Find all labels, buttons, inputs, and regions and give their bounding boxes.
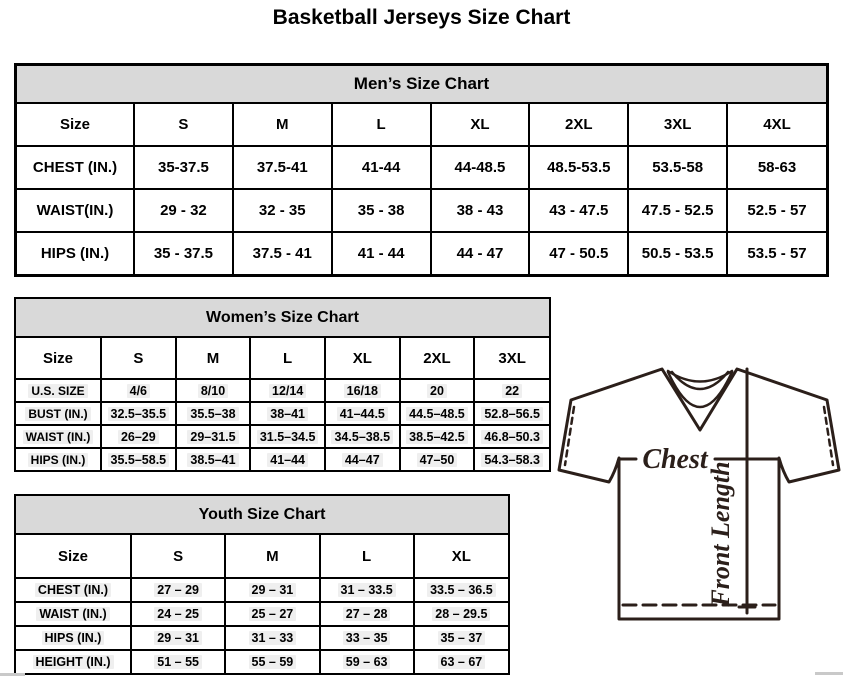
size-value-cell: 41 - 44 [332, 232, 431, 274]
highlighted-value: 31 – 33 [249, 631, 297, 645]
highlighted-value: HIPS (IN.) [28, 453, 89, 467]
size-value-cell [176, 448, 251, 470]
highlighted-value: 26–29 [118, 430, 159, 444]
size-column-header: S [134, 104, 233, 146]
highlighted-value: HIPS (IN.) [42, 631, 105, 645]
highlighted-value: HEIGHT (IN.) [33, 655, 114, 669]
highlighted-value: U.S. SIZE [28, 384, 87, 398]
size-value-cell [474, 425, 549, 448]
youth-size-chart [14, 494, 510, 675]
size-column-header: 3XL [474, 338, 549, 379]
size-value-cell [414, 650, 508, 673]
youth-chart-title: Youth Size Chart [16, 496, 508, 535]
highlighted-value: 41–44 [267, 453, 308, 467]
size-column-header: 2XL [529, 104, 628, 146]
highlighted-value: 51 – 55 [154, 655, 202, 669]
size-value-cell [176, 402, 251, 425]
size-value-cell: 29 - 32 [134, 189, 233, 232]
size-value-cell [320, 602, 414, 626]
mens-size-chart [14, 63, 829, 277]
size-value-cell: 47.5 - 52.5 [628, 189, 727, 232]
size-value-cell [320, 626, 414, 650]
measurement-row [16, 402, 549, 425]
front-length-label: Front Length [706, 461, 735, 607]
highlighted-value: BUST (IN.) [25, 407, 90, 421]
mens-header-row [17, 104, 826, 146]
highlighted-value: 35.5–58.5 [108, 453, 170, 467]
size-value-cell: 35 - 38 [332, 189, 431, 232]
highlighted-value: 44.5–48.5 [406, 407, 468, 421]
womens-size-chart [14, 297, 551, 472]
size-value-cell: 44 - 47 [431, 232, 530, 274]
highlighted-value: 44–47 [342, 453, 383, 467]
highlighted-value: 28 – 29.5 [432, 607, 490, 621]
highlighted-value: 20 [427, 384, 447, 398]
scrollbar-fragment-right [815, 672, 843, 675]
size-value-cell [250, 448, 325, 470]
size-value-cell [225, 578, 319, 602]
size-value-cell [250, 425, 325, 448]
size-value-cell [176, 425, 251, 448]
size-value-cell [131, 650, 225, 673]
size-column-header: M [233, 104, 332, 146]
size-value-cell: 44-48.5 [431, 146, 530, 189]
highlighted-value: CHEST (IN.) [35, 583, 111, 597]
row-label [16, 626, 131, 650]
size-value-cell [474, 402, 549, 425]
size-value-cell: 38 - 43 [431, 189, 530, 232]
size-value-cell: 32 - 35 [233, 189, 332, 232]
highlighted-value: 27 – 28 [343, 607, 391, 621]
measurement-row [16, 425, 549, 448]
highlighted-value: 38.5–41 [187, 453, 238, 467]
highlighted-value: WAIST (IN.) [36, 607, 109, 621]
highlighted-value: 22 [502, 384, 522, 398]
size-value-cell [320, 650, 414, 673]
highlighted-value: 59 – 63 [343, 655, 391, 669]
highlighted-value: 31.5–34.5 [257, 430, 319, 444]
chest-label: Chest [642, 444, 708, 475]
size-corner-header: Size [16, 535, 131, 578]
size-corner-header: Size [17, 104, 134, 146]
highlighted-value: 52.8–56.5 [481, 407, 543, 421]
size-value-cell [131, 578, 225, 602]
size-value-cell [400, 425, 475, 448]
size-value-cell: 37.5-41 [233, 146, 332, 189]
highlighted-value: 34.5–38.5 [331, 430, 393, 444]
measurement-row [17, 189, 826, 232]
womens-header-row [16, 338, 549, 379]
size-value-cell: 37.5 - 41 [233, 232, 332, 274]
size-value-cell [101, 402, 176, 425]
size-value-cell [131, 626, 225, 650]
highlighted-value: 55 – 59 [249, 655, 297, 669]
size-value-cell: 48.5-53.5 [529, 146, 628, 189]
size-column-header: M [176, 338, 251, 379]
mens-size-table [17, 104, 826, 274]
highlighted-value: 31 – 33.5 [338, 583, 396, 597]
size-value-cell [101, 448, 176, 470]
size-value-cell [400, 379, 475, 402]
womens-size-table [16, 338, 549, 470]
size-value-cell [325, 448, 400, 470]
size-value-cell [325, 379, 400, 402]
jersey-collar-back-arc-1 [668, 371, 732, 382]
measurement-row [16, 602, 508, 626]
row-label [16, 602, 131, 626]
highlighted-value: WAIST (IN.) [23, 430, 94, 444]
size-value-cell: 35-37.5 [134, 146, 233, 189]
jersey-measurement-diagram [557, 362, 842, 628]
size-value-cell: 53.5 - 57 [727, 232, 826, 274]
highlighted-value: 8/10 [198, 384, 228, 398]
row-label [16, 379, 101, 402]
highlighted-value: 54.3–58.3 [481, 453, 543, 467]
size-value-cell [225, 626, 319, 650]
measurement-row [16, 379, 549, 402]
highlighted-value: 29 – 31 [249, 583, 297, 597]
size-column-header: L [250, 338, 325, 379]
youth-size-table [16, 535, 508, 673]
highlighted-value: 35 – 37 [438, 631, 486, 645]
size-column-header: L [332, 104, 431, 146]
size-value-cell: 43 - 47.5 [529, 189, 628, 232]
size-column-header: S [101, 338, 176, 379]
highlighted-value: 32.5–35.5 [108, 407, 170, 421]
size-value-cell [225, 650, 319, 673]
youth-header-row [16, 535, 508, 578]
size-value-cell [325, 402, 400, 425]
size-column-header: 2XL [400, 338, 475, 379]
highlighted-value: 41–44.5 [337, 407, 388, 421]
size-value-cell [131, 602, 225, 626]
size-value-cell [414, 578, 508, 602]
size-column-header: XL [325, 338, 400, 379]
size-value-cell [400, 448, 475, 470]
measurement-row [16, 448, 549, 470]
highlighted-value: 12/14 [269, 384, 306, 398]
size-value-cell [400, 402, 475, 425]
size-value-cell: 50.5 - 53.5 [628, 232, 727, 274]
highlighted-value: 38–41 [267, 407, 308, 421]
highlighted-value: 35.5–38 [187, 407, 238, 421]
size-value-cell [320, 578, 414, 602]
measurement-row [16, 650, 508, 673]
size-value-cell [474, 379, 549, 402]
size-value-cell: 41-44 [332, 146, 431, 189]
size-value-cell: 35 - 37.5 [134, 232, 233, 274]
size-value-cell: 53.5-58 [628, 146, 727, 189]
highlighted-value: 27 – 29 [154, 583, 202, 597]
highlighted-value: 33 – 35 [343, 631, 391, 645]
row-label [16, 448, 101, 470]
row-label: WAIST(IN.) [17, 189, 134, 232]
size-column-header: L [320, 535, 414, 578]
size-value-cell [250, 379, 325, 402]
highlighted-value: 4/6 [127, 384, 150, 398]
size-column-header: S [131, 535, 225, 578]
page-title: Basketball Jerseys Size Chart [272, 6, 571, 29]
highlighted-value: 29 – 31 [154, 631, 202, 645]
size-column-header: 4XL [727, 104, 826, 146]
size-column-header: XL [414, 535, 508, 578]
size-column-header: M [225, 535, 319, 578]
highlighted-value: 16/18 [344, 384, 381, 398]
row-label [16, 402, 101, 425]
highlighted-value: 24 – 25 [154, 607, 202, 621]
size-value-cell [250, 402, 325, 425]
highlighted-value: 25 – 27 [249, 607, 297, 621]
mens-chart-title: Men’s Size Chart [17, 66, 826, 104]
size-value-cell: 52.5 - 57 [727, 189, 826, 232]
size-value-cell: 47 - 50.5 [529, 232, 628, 274]
size-column-header: 3XL [628, 104, 727, 146]
measurement-row [16, 578, 508, 602]
highlighted-value: 33.5 – 36.5 [427, 583, 496, 597]
measurement-row [17, 146, 826, 189]
size-column-header: XL [431, 104, 530, 146]
scrollbar-fragment-left [0, 673, 25, 676]
size-value-cell [225, 602, 319, 626]
measurement-row [16, 626, 508, 650]
size-value-cell [176, 379, 251, 402]
size-value-cell: 58-63 [727, 146, 826, 189]
womens-chart-title: Women’s Size Chart [16, 299, 549, 338]
row-label: HIPS (IN.) [17, 232, 134, 274]
highlighted-value: 29–31.5 [187, 430, 238, 444]
row-label [16, 650, 131, 673]
highlighted-value: 46.8–50.3 [481, 430, 543, 444]
size-corner-header: Size [16, 338, 101, 379]
size-value-cell [101, 379, 176, 402]
highlighted-value: 47–50 [417, 453, 458, 467]
size-value-cell [101, 425, 176, 448]
row-label: CHEST (IN.) [17, 146, 134, 189]
size-value-cell [414, 602, 508, 626]
size-value-cell [325, 425, 400, 448]
size-value-cell [414, 626, 508, 650]
row-label [16, 425, 101, 448]
measurement-row [17, 232, 826, 274]
highlighted-value: 38.5–42.5 [406, 430, 468, 444]
size-value-cell [474, 448, 549, 470]
highlighted-value: 63 – 67 [438, 655, 486, 669]
row-label [16, 578, 131, 602]
